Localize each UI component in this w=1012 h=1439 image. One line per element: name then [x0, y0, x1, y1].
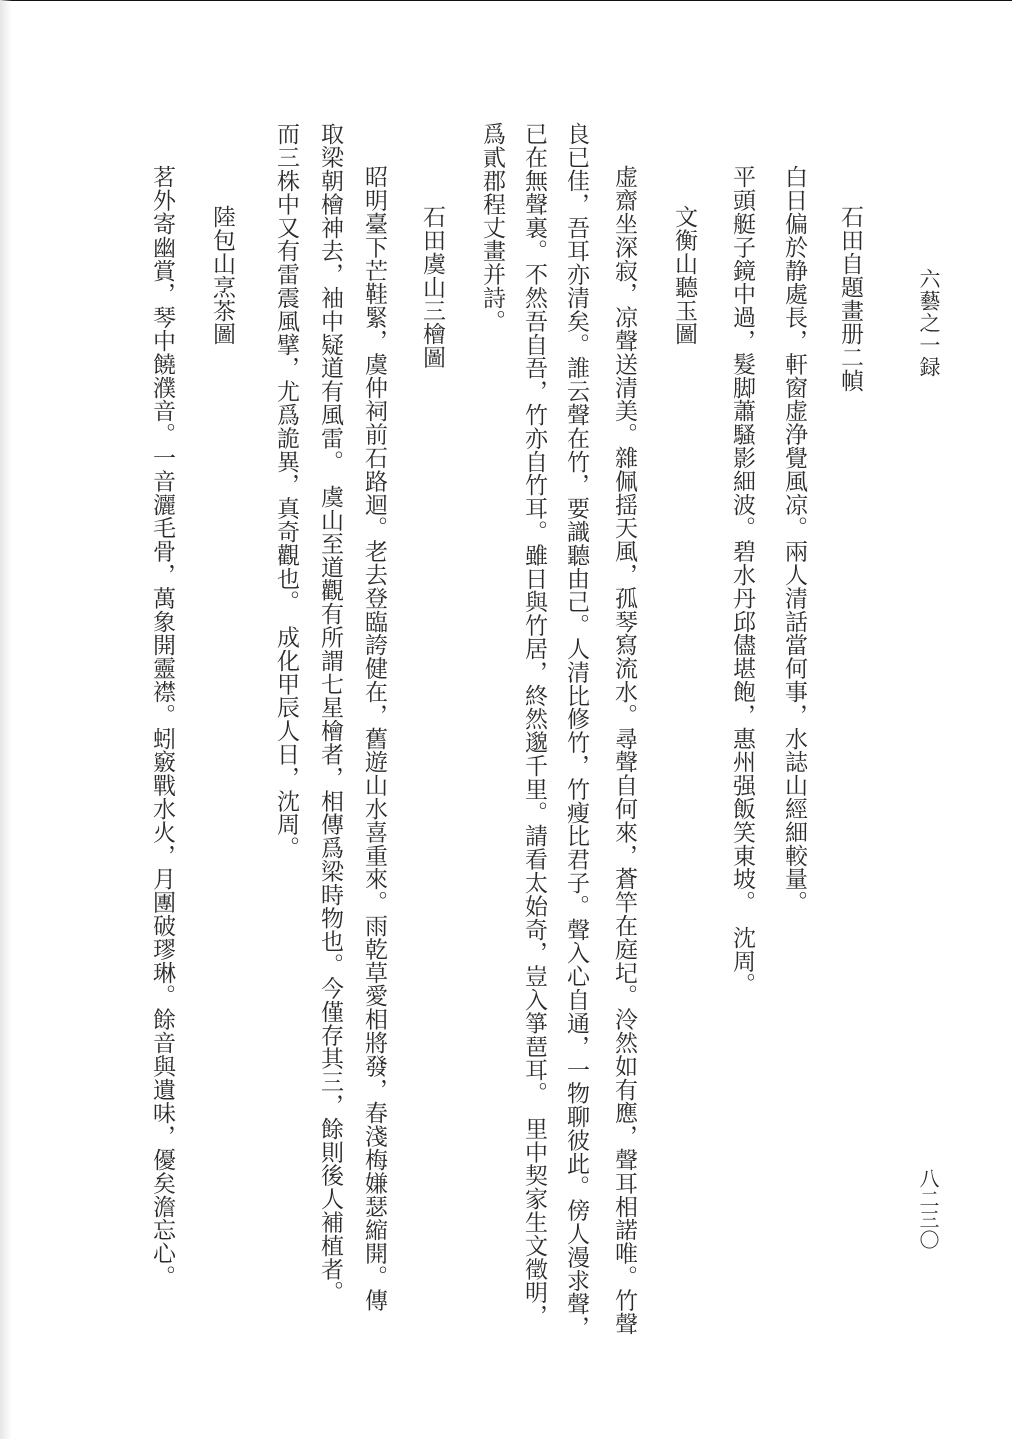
text-column: 取梁朝檜神去，袖中疑道有風雷。 虞山至道觀有所謂七星檜者，相傳爲梁時物也。今僅存其三，餘則後人補植者。	[317, 122, 343, 1304]
running-header: 六藝之一録	[917, 268, 941, 378]
text-column: 虚齋坐深寂，凉聲送清美。雜佩揺天風，孤琴寫流水。尋聲自何來，蒼竿在庭圮。泠然如有應，聲耳相諾唯。竹聲	[611, 165, 637, 1335]
text-column: 昭明臺下芒鞋緊，虞仲祠前石路迴。老去登臨誇健在，舊遊山水喜重來。雨乾草愛相將發，春淺梅嫌瑟縮開。傳	[361, 165, 387, 1312]
text-column: 平頭艇子鏡中過，髮脚蕭騷影細波。碧水丹邱儘堪飽，惠州强飯笑東坡。 沈周。	[729, 165, 755, 996]
text-column: 已在無聲裏。不然吾自吾，竹亦自竹耳。雖日與竹居，終然邈千里。請看太始奇，豈入箏琶耳。 里中契家生文徵明，	[521, 122, 547, 1328]
page-number: 八二三〇	[916, 1168, 940, 1250]
top-border-rule	[0, 0, 1012, 1]
section-title-shitian-album: 石田自題畫册二幀	[837, 205, 863, 393]
text-column: 茗外寄幽賞，琴中饒濮音。一音灑毛骨，萬象開靈襟。蚓竅戰水火，月團破璆琳。餘音與遺味，優矣澹忘心。	[149, 165, 175, 1289]
text-column: 良已佳，吾耳亦清矣。誰云聲在竹，要識聽由己。人清比修竹，竹瘦比君子。聲入心自通，一物聊彼此。傍人漫求聲，	[563, 122, 589, 1339]
section-title-yushan-juniper: 石田虞山三檜圖	[419, 205, 445, 369]
section-title-wen-hengshan: 文衡山聽玉圖	[671, 205, 697, 346]
page-edge-shadow	[0, 0, 12, 1439]
text-column: 爲貳郡程丈畫并詩。	[479, 122, 505, 333]
text-column: 白日偏於静處長，軒窗虚浄覺風凉。兩人清話當何事，水誌山經細較量。	[781, 165, 807, 914]
section-title-lu-baoshan-tea: 陸包山烹茶圖	[209, 205, 235, 346]
text-column: 而三株中又有雷震風擘，尤爲詭異，真奇觀也。 成化甲辰人日，沈周。	[273, 122, 299, 860]
